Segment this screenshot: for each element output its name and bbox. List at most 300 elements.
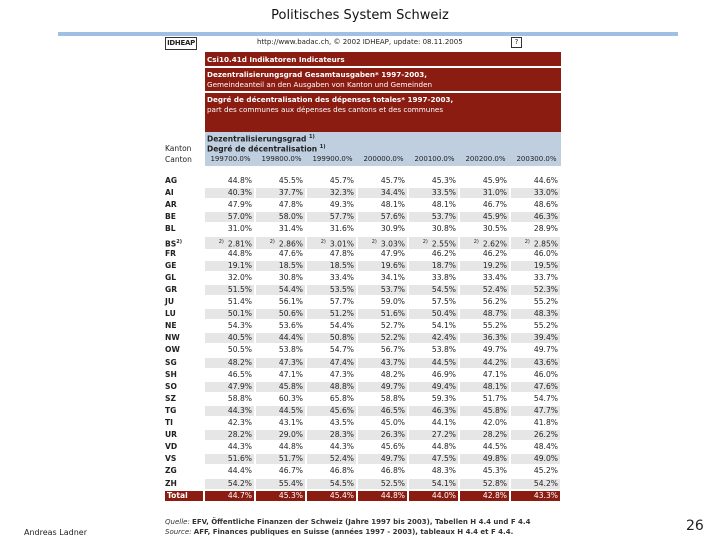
- value-cell: [409, 273, 458, 283]
- table-row: [165, 394, 563, 404]
- value-cell: [307, 418, 356, 428]
- value-cell: [511, 297, 560, 307]
- value-text: 53.5%: [329, 284, 354, 294]
- value-cell: [460, 442, 509, 452]
- value-text: 50.1%: [227, 309, 252, 319]
- value-cell: [256, 406, 305, 416]
- value-cell: [358, 261, 407, 271]
- canton-code: [165, 176, 203, 186]
- value-cell: [205, 285, 254, 295]
- value-cell: [358, 370, 407, 380]
- value-text: 45.9%: [482, 212, 507, 222]
- value-text: 45.8%: [278, 381, 303, 391]
- value-cell: [358, 237, 407, 250]
- canton-code-text: NE: [165, 321, 177, 331]
- value-cell: [307, 382, 356, 392]
- value-text: 51.5%: [227, 284, 252, 294]
- table-row: [165, 418, 563, 428]
- canton-code-text: GR: [165, 284, 178, 294]
- value-text: 51.6%: [380, 309, 405, 319]
- value-text: 46.0%: [533, 248, 558, 258]
- value-cell: [358, 321, 407, 331]
- value-text: 31.0%: [227, 224, 252, 234]
- value-text: 43.7%: [380, 357, 405, 367]
- value-cell: [511, 370, 560, 380]
- value-cell: [358, 394, 407, 404]
- value-text: 48.3%: [533, 309, 558, 319]
- value-cell: [307, 321, 356, 331]
- value-text: 44.8%: [431, 442, 456, 452]
- value-text: 39.4%: [533, 333, 558, 343]
- value-cell: [460, 249, 509, 259]
- value-text: 27.2%: [431, 430, 456, 440]
- value-text: 33.7%: [533, 272, 558, 282]
- url-bar: [165, 36, 563, 50]
- value-cell: [307, 261, 356, 271]
- value-cell: [511, 394, 560, 404]
- canton-code: [165, 370, 203, 380]
- value-text: 46.2%: [431, 248, 456, 258]
- kanton-label-de: Kanton: [165, 144, 192, 153]
- value-cell: [511, 321, 560, 331]
- canton-code: [165, 430, 203, 440]
- value-cell: [205, 430, 254, 440]
- value-text: 19.1%: [227, 260, 252, 270]
- value-text: 26.2%: [533, 430, 558, 440]
- value-text: 42.8%: [482, 490, 507, 500]
- value-cell: [307, 188, 356, 198]
- value-cell: [307, 224, 356, 234]
- value-cell: [307, 430, 356, 440]
- value-text: 50.8%: [329, 333, 354, 343]
- value-cell: [256, 261, 305, 271]
- value-cell: [256, 466, 305, 476]
- year-header: 200200.0%: [465, 155, 506, 163]
- value-cell: [460, 285, 509, 295]
- canton-code-text: ZH: [165, 478, 177, 488]
- value-text: 57.7%: [329, 297, 354, 306]
- value-text: 48.4%: [533, 442, 558, 452]
- value-text: 48.1%: [431, 200, 456, 210]
- value-cell: [409, 382, 458, 392]
- author-name: Andreas Ladner: [24, 528, 87, 537]
- value-text: 18.7%: [431, 260, 456, 270]
- value-text: 43.5%: [329, 418, 354, 427]
- canton-code: [165, 224, 203, 234]
- value-note: 2): [320, 238, 326, 245]
- value-cell: [511, 237, 560, 250]
- value-cell: [205, 249, 254, 259]
- value-text: 54.1%: [431, 321, 456, 331]
- value-text: 54.5%: [431, 284, 456, 294]
- value-cell: [256, 297, 305, 307]
- canton-code: [165, 297, 203, 307]
- canton-code: [165, 261, 203, 271]
- value-text: 55.2%: [533, 297, 558, 306]
- value-cell: [409, 442, 458, 452]
- value-text: 2.55%: [431, 239, 456, 249]
- table-row: [165, 333, 563, 343]
- value-text: 53.7%: [431, 212, 456, 222]
- canton-code-text: TG: [165, 405, 177, 415]
- value-text: 2.62%: [482, 239, 507, 249]
- value-cell: [256, 212, 305, 222]
- year-header: 200100.0%: [414, 155, 455, 163]
- value-cell: [511, 382, 560, 392]
- value-text: 47.1%: [482, 369, 507, 379]
- value-cell: [460, 309, 509, 319]
- table-row: [165, 479, 563, 489]
- table-row: [165, 297, 563, 307]
- value-cell: [409, 237, 458, 250]
- value-cell: [358, 479, 407, 489]
- slide-title: Politisches System Schweiz: [271, 8, 449, 23]
- canton-code: [165, 479, 203, 489]
- value-text: 46.7%: [278, 466, 303, 476]
- canton-code: [165, 454, 203, 464]
- canton-code-text: OW: [165, 345, 180, 355]
- value-text: 46.8%: [329, 466, 354, 476]
- value-text: 65.8%: [329, 393, 354, 403]
- value-text: 42.4%: [431, 333, 456, 343]
- value-text: 43.3%: [533, 490, 558, 500]
- subheader-fr-text: Degré de décentralisation: [207, 144, 318, 154]
- value-cell: [205, 442, 254, 452]
- value-cell: [460, 212, 509, 222]
- value-cell: [205, 200, 254, 210]
- value-cell: [205, 176, 254, 186]
- indicator-header: [205, 52, 561, 144]
- value-cell: [205, 188, 254, 198]
- value-cell: [256, 188, 305, 198]
- value-cell: [409, 370, 458, 380]
- value-text: 56.7%: [380, 345, 405, 355]
- value-text: 43.1%: [278, 418, 303, 427]
- value-text: 45.7%: [380, 176, 405, 185]
- value-text: 34.1%: [380, 272, 405, 282]
- source-fr-label: Source:: [165, 528, 192, 536]
- value-text: 45.8%: [482, 405, 507, 415]
- value-text: 44.3%: [227, 405, 252, 415]
- table-row: [165, 454, 563, 464]
- value-text: 44.8%: [227, 176, 252, 185]
- value-cell: [307, 309, 356, 319]
- value-cell: [358, 442, 407, 452]
- value-text: 58.8%: [380, 393, 405, 403]
- value-cell: [511, 466, 560, 476]
- idheap-logo: IDHEAP: [165, 37, 197, 50]
- value-text: 45.3%: [278, 490, 303, 500]
- value-cell: [256, 491, 305, 501]
- value-cell: [358, 212, 407, 222]
- value-text: 54.4%: [278, 284, 303, 294]
- value-cell: [307, 345, 356, 355]
- value-text: 47.4%: [329, 357, 354, 367]
- canton-code-text: LU: [165, 309, 176, 319]
- canton-code-text: UR: [165, 430, 178, 440]
- subheader-de-text: Dezentralisierungsgrad: [207, 134, 307, 144]
- value-text: 45.2%: [533, 466, 558, 476]
- value-text: 44.5%: [431, 357, 456, 367]
- canton-code: [165, 212, 203, 222]
- value-text: 46.7%: [482, 200, 507, 210]
- canton-code: [165, 406, 203, 416]
- value-cell: [409, 297, 458, 307]
- value-text: 50.4%: [431, 309, 456, 319]
- canton-code: [165, 418, 203, 428]
- value-cell: [511, 418, 560, 428]
- value-text: 54.1%: [431, 478, 456, 488]
- value-cell: [460, 394, 509, 404]
- value-cell: [256, 382, 305, 392]
- table-row: [165, 273, 563, 283]
- value-text: 43.6%: [533, 357, 558, 367]
- value-text: 19.2%: [482, 260, 507, 270]
- value-cell: [409, 321, 458, 331]
- value-text: 33.0%: [533, 188, 558, 198]
- value-note: 2): [473, 238, 479, 245]
- value-text: 41.8%: [533, 418, 558, 427]
- value-text: 60.3%: [278, 393, 303, 403]
- value-cell: [409, 406, 458, 416]
- value-text: 30.8%: [278, 272, 303, 282]
- table-row: [165, 345, 563, 355]
- value-cell: [307, 249, 356, 259]
- value-cell: [307, 454, 356, 464]
- value-cell: [307, 273, 356, 283]
- canton-code: [165, 466, 203, 476]
- value-cell: [205, 370, 254, 380]
- value-cell: [205, 418, 254, 428]
- value-cell: [358, 430, 407, 440]
- value-text: 47.9%: [227, 381, 252, 391]
- value-text: 47.7%: [533, 405, 558, 415]
- value-text: 53.8%: [278, 345, 303, 355]
- value-cell: [511, 200, 560, 210]
- value-text: 56.2%: [482, 297, 507, 306]
- value-text: 55.2%: [533, 321, 558, 331]
- canton-code-text: GL: [165, 272, 177, 282]
- value-text: 44.1%: [431, 418, 456, 427]
- value-text: 36.3%: [482, 333, 507, 343]
- header-divider: [205, 66, 561, 68]
- value-text: 26.3%: [380, 430, 405, 440]
- value-text: 51.7%: [482, 393, 507, 403]
- table-subheader: [205, 132, 561, 156]
- value-text: 51.2%: [329, 309, 354, 319]
- value-text: 49.7%: [380, 381, 405, 391]
- table-row: [165, 466, 563, 476]
- value-cell: [256, 479, 305, 489]
- value-text: 44.5%: [482, 442, 507, 452]
- value-text: 54.7%: [533, 393, 558, 403]
- value-text: 44.6%: [533, 176, 558, 185]
- value-cell: [358, 466, 407, 476]
- value-cell: [511, 345, 560, 355]
- value-cell: [409, 176, 458, 186]
- canton-code: [165, 442, 203, 452]
- value-cell: [256, 285, 305, 295]
- value-cell: [409, 188, 458, 198]
- canton-code: [165, 382, 203, 392]
- value-cell: [307, 176, 356, 186]
- value-text: 52.3%: [533, 284, 558, 294]
- value-cell: [511, 188, 560, 198]
- value-cell: [256, 358, 305, 368]
- table-row: [165, 200, 563, 210]
- value-text: 48.1%: [482, 381, 507, 391]
- value-text: 54.5%: [329, 478, 354, 488]
- value-cell: [256, 309, 305, 319]
- value-text: 49.7%: [533, 345, 558, 355]
- value-cell: [460, 297, 509, 307]
- value-cell: [307, 394, 356, 404]
- value-cell: [358, 309, 407, 319]
- value-cell: [205, 406, 254, 416]
- canton-code-text: SH: [165, 369, 177, 379]
- value-cell: [511, 430, 560, 440]
- value-text: 3.01%: [329, 239, 354, 249]
- canton-code-text: BS: [165, 239, 177, 249]
- value-cell: [460, 261, 509, 271]
- total-row: [165, 491, 563, 501]
- value-cell: [460, 430, 509, 440]
- value-text: 50.5%: [227, 345, 252, 355]
- table-row: [165, 382, 563, 392]
- canton-code-text: VD: [165, 442, 178, 452]
- value-cell: [460, 418, 509, 428]
- canton-code: [165, 237, 203, 250]
- value-cell: [256, 321, 305, 331]
- value-text: 48.2%: [380, 369, 405, 379]
- value-cell: [307, 285, 356, 295]
- value-cell: [205, 273, 254, 283]
- canton-code: [165, 188, 203, 198]
- value-cell: [460, 466, 509, 476]
- value-cell: [205, 237, 254, 250]
- table-row: [165, 321, 563, 331]
- canton-code: [165, 200, 203, 210]
- value-cell: [358, 382, 407, 392]
- value-text: 45.0%: [380, 418, 405, 427]
- value-cell: [205, 466, 254, 476]
- value-cell: [307, 370, 356, 380]
- help-icon: ?: [511, 37, 522, 48]
- year-header: 199700.0%: [210, 155, 251, 163]
- value-cell: [205, 212, 254, 222]
- value-text: 55.4%: [278, 478, 303, 488]
- canton-code: [165, 358, 203, 368]
- canton-code: [165, 491, 203, 501]
- value-text: 46.9%: [431, 369, 456, 379]
- value-cell: [358, 176, 407, 186]
- indicator-code: Csi10.41d Indikatoren Indicateurs: [207, 55, 345, 64]
- value-text: 52.2%: [380, 333, 405, 343]
- value-cell: [511, 358, 560, 368]
- value-text: 47.3%: [329, 369, 354, 379]
- value-text: 44.0%: [431, 490, 456, 500]
- value-cell: [409, 358, 458, 368]
- value-text: 44.3%: [329, 442, 354, 452]
- table-row: [165, 442, 563, 452]
- year-header-row: [205, 154, 561, 166]
- source-fr: [165, 528, 513, 536]
- canton-code-text: FR: [165, 248, 177, 258]
- value-text: 46.5%: [380, 405, 405, 415]
- canton-code: [165, 309, 203, 319]
- value-cell: [205, 261, 254, 271]
- value-cell: [460, 382, 509, 392]
- value-text: 57.0%: [227, 212, 252, 222]
- canton-code-text: VS: [165, 454, 177, 464]
- value-cell: [511, 249, 560, 259]
- value-text: 18.5%: [278, 260, 303, 270]
- value-cell: [511, 442, 560, 452]
- canton-code: [165, 394, 203, 404]
- value-cell: [460, 491, 509, 501]
- value-cell: [460, 273, 509, 283]
- document-scan: [165, 36, 563, 536]
- canton-code: [165, 273, 203, 283]
- value-cell: [409, 261, 458, 271]
- year-header: 200300.0%: [516, 155, 557, 163]
- value-text: 28.2%: [227, 430, 252, 440]
- value-text: 44.8%: [227, 248, 252, 258]
- value-cell: [511, 285, 560, 295]
- value-text: 29.0%: [278, 430, 303, 440]
- value-cell: [256, 273, 305, 283]
- value-text: 30.5%: [482, 224, 507, 234]
- value-cell: [307, 237, 356, 250]
- value-cell: [409, 418, 458, 428]
- canton-code-text: TI: [165, 418, 174, 427]
- canton-code-text: BL: [165, 224, 176, 234]
- value-cell: [511, 261, 560, 271]
- value-cell: [460, 188, 509, 198]
- value-text: 45.7%: [329, 176, 354, 185]
- value-cell: [358, 345, 407, 355]
- value-cell: [205, 297, 254, 307]
- value-text: 47.6%: [533, 381, 558, 391]
- value-cell: [460, 200, 509, 210]
- table-row: [165, 249, 563, 259]
- value-cell: [358, 285, 407, 295]
- value-cell: [409, 200, 458, 210]
- value-cell: [205, 382, 254, 392]
- value-text: 49.4%: [431, 381, 456, 391]
- value-note: 2): [524, 238, 530, 245]
- value-text: 53.6%: [278, 321, 303, 331]
- value-text: 33.5%: [431, 188, 456, 198]
- value-note: 2): [269, 238, 275, 245]
- value-text: 48.7%: [482, 309, 507, 319]
- value-cell: [256, 370, 305, 380]
- value-text: 28.2%: [482, 430, 507, 440]
- table-row: [165, 224, 563, 234]
- value-text: 52.7%: [380, 321, 405, 331]
- value-cell: [511, 212, 560, 222]
- value-cell: [460, 224, 509, 234]
- canton-code: [165, 285, 203, 295]
- source-url: http://www.badac.ch, © 2002 IDHEAP, update: 08.11.2005: [257, 38, 463, 46]
- value-text: 30.9%: [380, 224, 405, 234]
- value-cell: [256, 224, 305, 234]
- value-cell: [511, 309, 560, 319]
- value-text: 47.8%: [329, 248, 354, 258]
- value-cell: [460, 479, 509, 489]
- value-cell: [358, 297, 407, 307]
- value-text: 44.2%: [482, 357, 507, 367]
